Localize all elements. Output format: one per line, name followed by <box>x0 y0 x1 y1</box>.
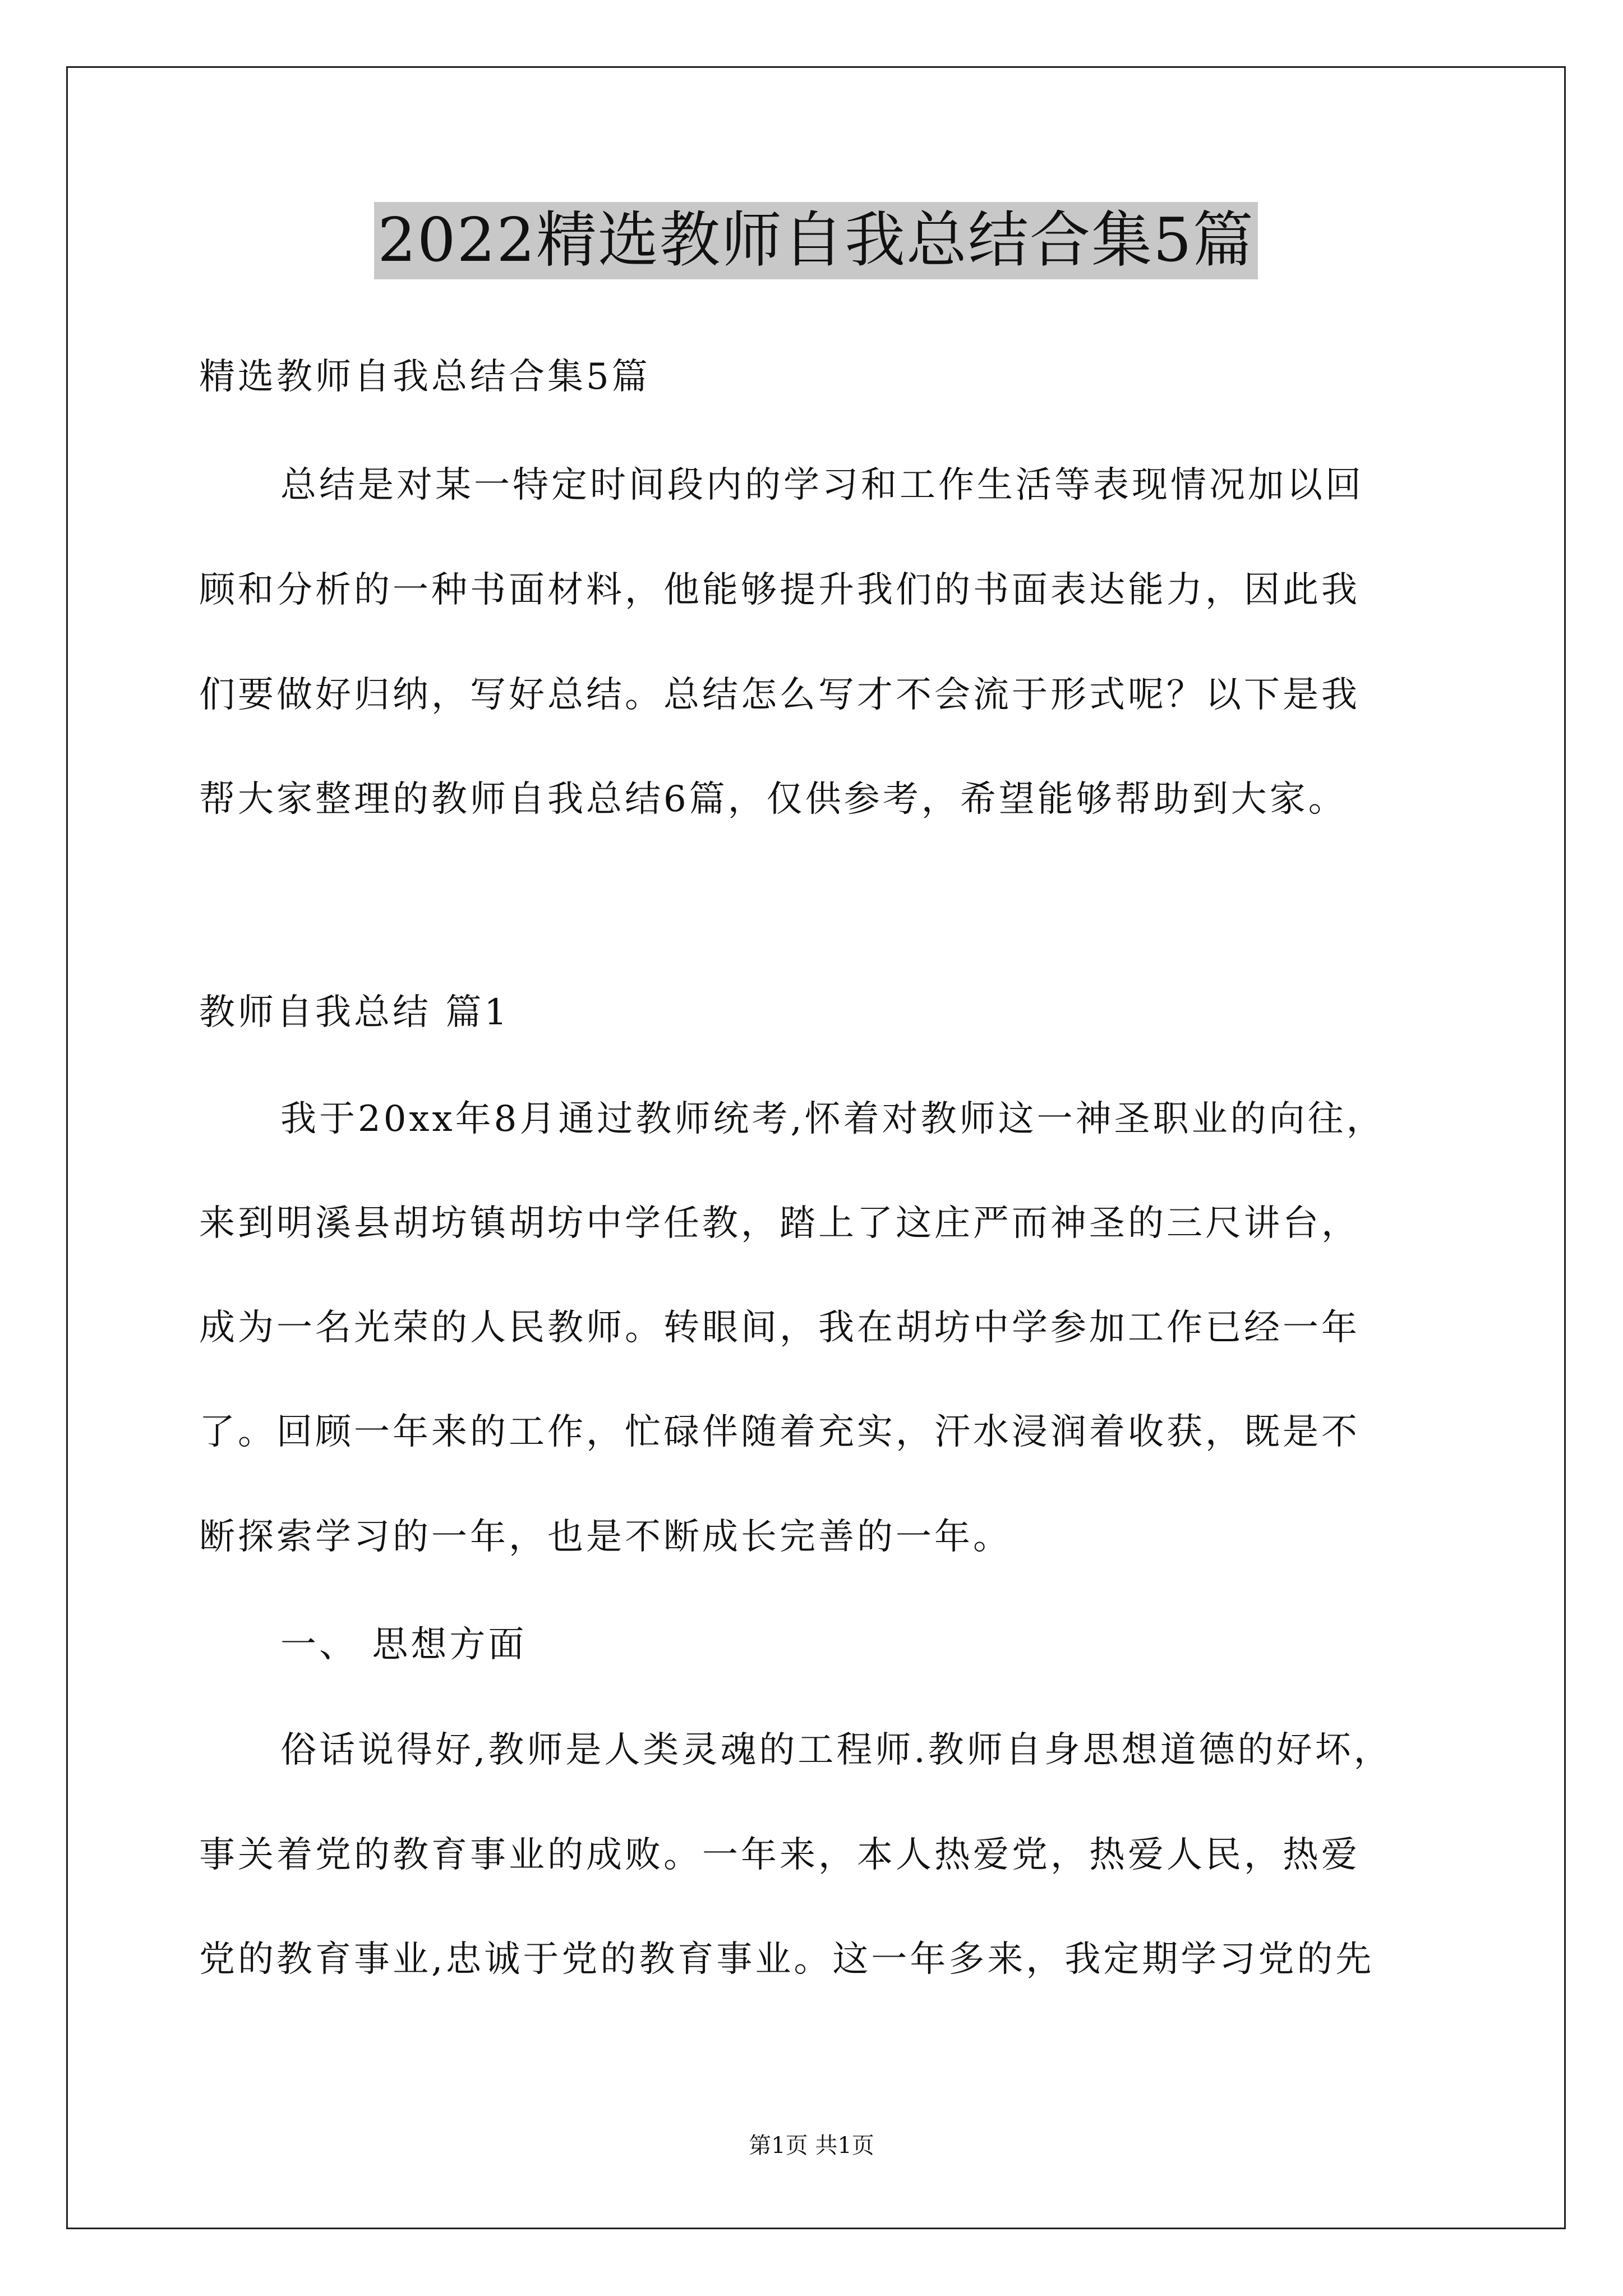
section-heading: 教师自我总结 篇1 <box>199 992 510 1033</box>
title-block <box>199 202 1433 279</box>
paragraph-line: 俗话说得好,教师是人类灵魂的工程师.教师自身思想道德的好坏， <box>280 1729 1393 1771</box>
paragraph-line: 总结是对某一特定时间段内的学习和工作生活等表现情况加以回 <box>280 464 1364 506</box>
paragraph-line: 我于20xx年8月通过教师统考,怀着对教师这一神圣职业的向往， <box>280 1098 1385 1140</box>
paragraph-line: 了。回顾一年来的工作，忙碌伴随着充实，汗水浸润着收获，既是不 <box>199 1411 1360 1453</box>
paragraph-line: 党的教育事业,忠诚于党的教育事业。这一年多来，我定期学习党的先 <box>199 1939 1375 1980</box>
paragraph-line: 断探索学习的一年，也是不断成长完善的一年。 <box>199 1516 1012 1558</box>
paragraph-line: 来到明溪县胡坊镇胡坊中学任教，踏上了这庄严而神圣的三尺讲台， <box>199 1203 1360 1244</box>
paragraph-line: 们要做好归纳，写好总结。总结怎么写才不会流于形式呢？以下是我 <box>199 674 1360 716</box>
paragraph-line: 事关着党的教育事业的成败。一年来，本人热爱党，热爱人民，热爱 <box>199 1834 1360 1876</box>
document-title: 2022精选教师自我总结合集5篇 <box>374 202 1258 279</box>
paragraph-line: 成为一名光荣的人民教师。转眼间，我在胡坊中学参加工作已经一年 <box>199 1307 1360 1349</box>
paragraph-line: 帮大家整理的教师自我总结6篇，仅供参考，希望能够帮助到大家。 <box>199 779 1347 820</box>
paragraph-line: 顾和分析的一种书面材料，他能够提升我们的书面表达能力，因此我 <box>199 569 1360 611</box>
page-footer: 第1页 共1页 <box>749 2133 874 2159</box>
subtitle: 精选教师自我总结合集5篇 <box>199 356 651 398</box>
sub-heading: 一、 思想方面 <box>280 1624 527 1665</box>
